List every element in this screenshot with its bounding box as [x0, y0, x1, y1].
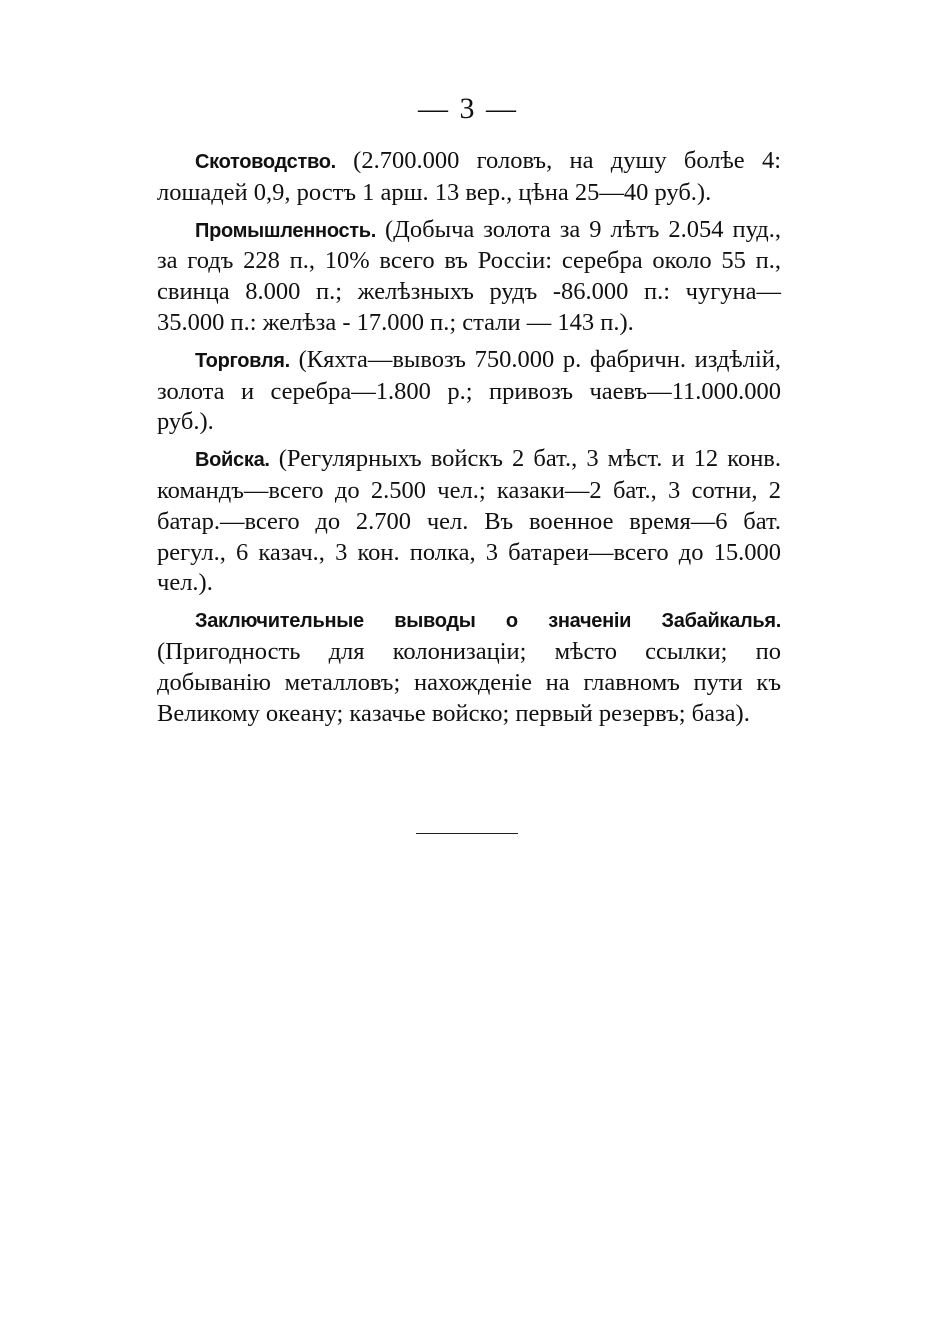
paragraph-text: (Добыча золота за 9 лѣтъ 2.054 пуд., за годъ 228 п., 10% всего въ Россіи: серебра около 55 п., свинца 8.000 п.; желѣзныхъ рудъ -86.000 п.: чугуна—35.000 п.: желѣза - 17.000 п.; стали — 143 п.).	[157, 215, 781, 336]
paragraph-text: (Кяхта—вывозъ 750.000 р. фабричн. издѣлій, золота и серебра—1.800 р.; привозъ чаевъ—11.000.000 руб.).	[157, 345, 781, 436]
paragraph-heading: Скотоводство.	[195, 151, 336, 173]
paragraph-industry	[157, 215, 781, 339]
paragraph-livestock	[157, 146, 781, 209]
paragraph-troops	[157, 444, 781, 599]
paragraph-text: (Регулярныхъ войскъ 2 бат., 3 мѣст. и 12 конв. командъ—всего до 2.500 чел.; казаки—2 бат., 3 сотни, 2 батар.—всего до 2.700 чел. Въ военное время—6 бат. регул., 6 казач., 3 кон. полка, 3 батареи—всего до 15.000 чел.).	[157, 445, 781, 597]
paragraph-text: (2.700.000 головъ, на душу болѣе 4: лошадей 0,9, ростъ 1 арш. 13 вер., цѣна 25—40 руб.).	[157, 147, 781, 206]
paragraph-text: (Пригодность для колонизаціи; мѣсто ссылки; по добыванію металловъ; нахожденіе на главномъ пути къ Великому океану; казачье войско; первый резервъ; база).	[157, 637, 781, 727]
paragraph-heading: Войска.	[195, 449, 270, 472]
end-divider	[416, 833, 518, 834]
page-number: — 3 —	[418, 92, 518, 125]
paragraph-trade	[157, 345, 781, 438]
paragraph-heading: Заключительные выводы о значеніи Забайкалья.	[195, 610, 781, 633]
body-text	[157, 146, 781, 735]
paragraph-heading: Промышленность.	[195, 219, 377, 242]
paragraph-heading: Торговля.	[195, 349, 290, 372]
paragraph-conclusions	[157, 605, 781, 729]
